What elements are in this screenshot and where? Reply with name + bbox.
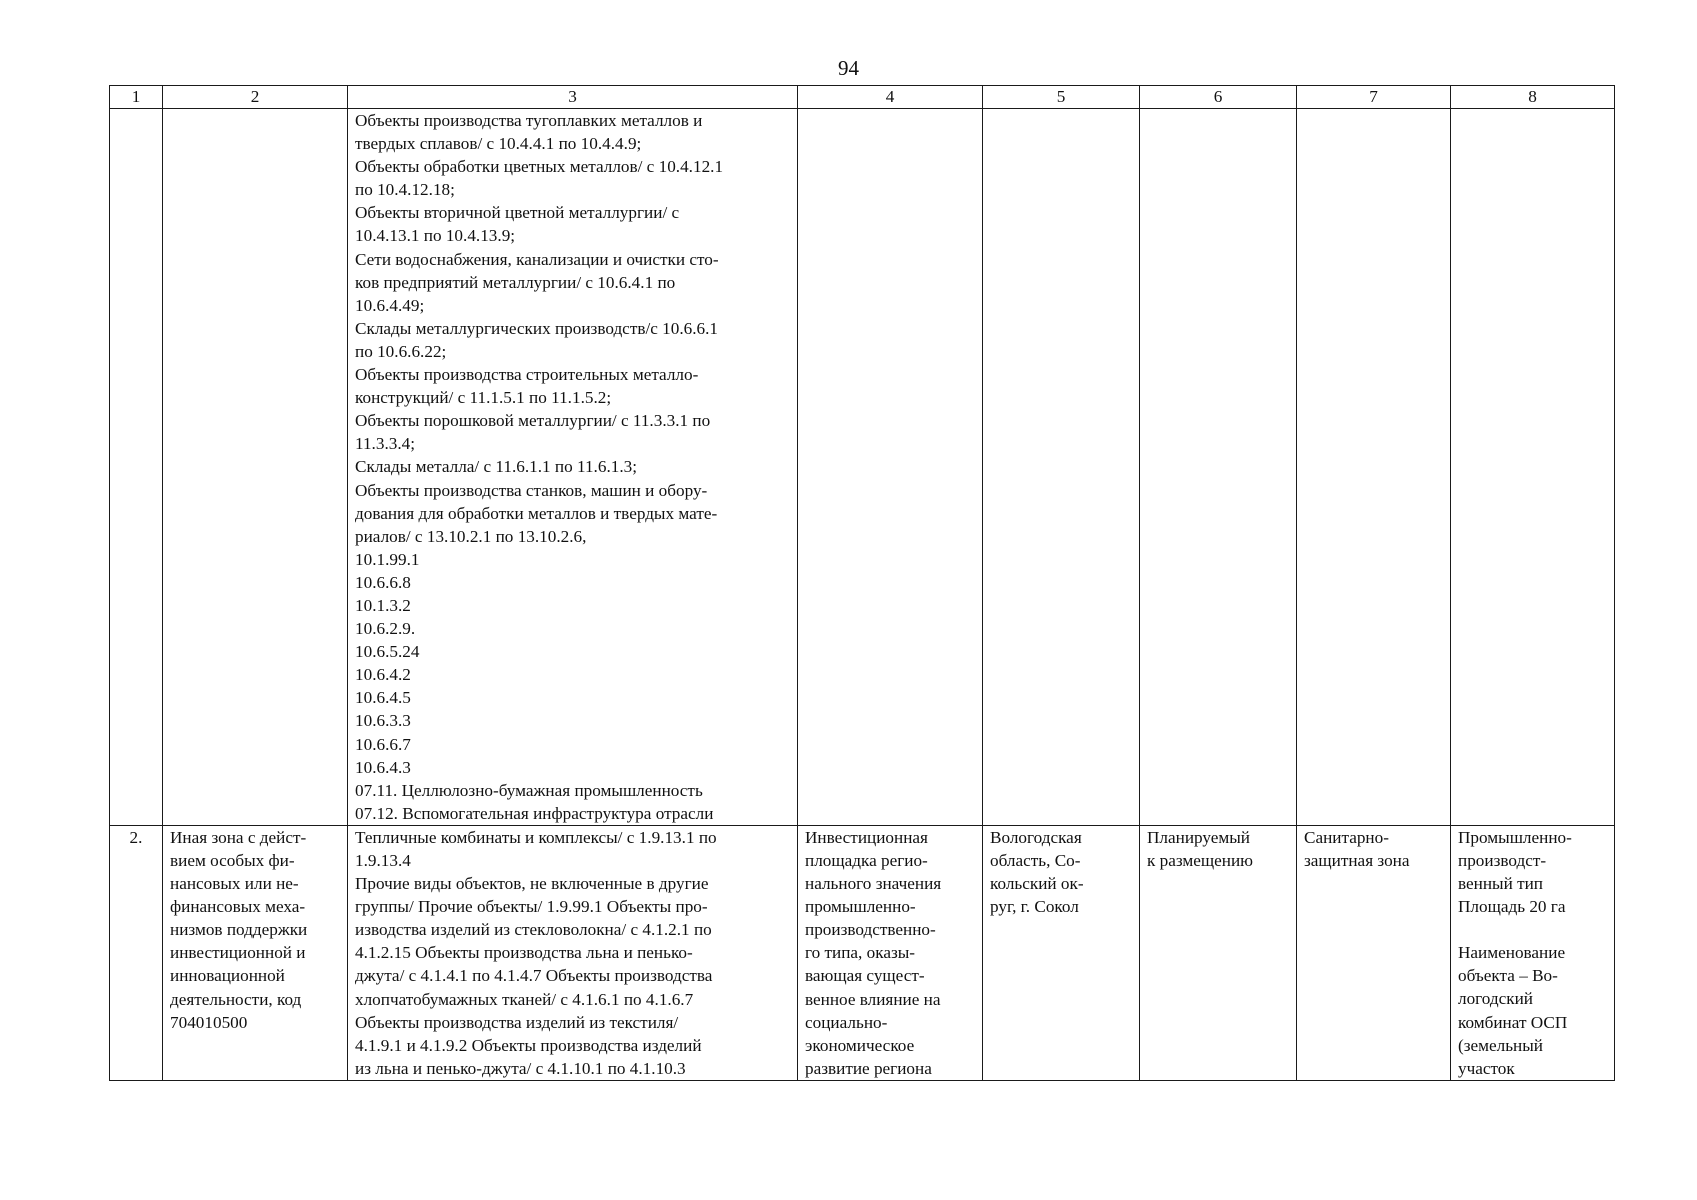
text-line: 10.6.6.8 xyxy=(355,572,411,592)
table-header-row xyxy=(110,86,1615,109)
text-line: Объекты производства тугоплавких металлов и xyxy=(355,111,703,130)
status-cell xyxy=(1140,825,1297,1080)
text-line: 11.3.3.4; xyxy=(355,434,415,454)
text-line: развитие региона xyxy=(805,1058,932,1078)
text-line: 07.11. Целлюлозно-бумажная промышленность xyxy=(355,780,703,800)
text-line: Санитарно- xyxy=(1304,827,1389,847)
text-line: по 10.4.12.18; xyxy=(355,180,455,200)
text-line: 10.1.3.2 xyxy=(355,595,411,615)
row1-col8-cell xyxy=(1451,109,1615,826)
text-line: защитная зона xyxy=(1304,851,1410,870)
text-line: вающая сущест- xyxy=(805,966,925,986)
text-line: Объекты обработки цветных металлов/ с 10.4.12.1 xyxy=(355,157,724,177)
text-line: 4.1.9.1 и 4.1.9.2 Объекты производства изделий xyxy=(355,1035,702,1055)
text-line: инновационной xyxy=(170,966,285,986)
text-line: дования для обработки металлов и твердых мате- xyxy=(355,503,718,523)
characteristics-cell xyxy=(1451,825,1615,1080)
table-row-continuation xyxy=(110,109,1615,826)
text-line: Склады металла/ с 11.6.1.1 по 11.6.1.3; xyxy=(355,457,637,477)
text-line: к размещению xyxy=(1147,851,1254,870)
text-line: Промышленно- xyxy=(1458,827,1572,847)
row1-col7-cell xyxy=(1297,109,1451,826)
text-line: Объекты производства строительных металло- xyxy=(355,365,699,385)
column-header: 7 xyxy=(1297,86,1451,109)
site-description-cell xyxy=(798,825,983,1080)
text-line: нального значения xyxy=(805,874,942,894)
text-line: участок xyxy=(1458,1058,1515,1078)
text-line: Площадь 20 га xyxy=(1458,897,1566,917)
characteristics-group-a xyxy=(1458,826,1607,918)
text-line: производственно- xyxy=(805,920,936,940)
text-line: Склады металлургических производств/с 10.6.6.1 xyxy=(355,318,719,338)
text-line: Объекты производства станков, машин и обору- xyxy=(355,480,708,500)
text-line: Прочие виды объектов, не включенные в другие xyxy=(355,874,709,894)
text-line: площадка регио- xyxy=(805,851,928,870)
text-line: экономическое xyxy=(805,1035,915,1055)
text-line: руг, г. Сокол xyxy=(990,897,1079,917)
column-header: 2 xyxy=(163,86,348,109)
text-line: объекта – Во- xyxy=(1458,966,1558,986)
text-line: 1.9.13.4 xyxy=(355,851,411,870)
text-line: инвестиционной и xyxy=(170,943,306,963)
spacer xyxy=(1458,918,1607,941)
text-line: (земельный xyxy=(1458,1035,1544,1055)
text-line: 10.6.4.49; xyxy=(355,295,425,315)
text-line: 10.1.99.1 xyxy=(355,549,420,569)
text-line: Объекты производства изделий из текстиля/ xyxy=(355,1012,679,1032)
text-line: твердых сплавов/ с 10.4.4.1 по 10.4.4.9; xyxy=(355,134,642,154)
document-table xyxy=(109,85,1615,1081)
location-cell xyxy=(983,825,1140,1080)
text-line: 10.6.6.7 xyxy=(355,734,411,754)
characteristics-group-b xyxy=(1458,941,1607,1080)
column-header: 5 xyxy=(983,86,1140,109)
zone-cell xyxy=(1297,825,1451,1080)
text-line: Иная зона с дейст- xyxy=(170,827,307,847)
row-number-cell: 2. xyxy=(110,825,163,1080)
text-line: деятельности, код xyxy=(170,989,302,1009)
text-line: производст- xyxy=(1458,851,1547,870)
column-header: 4 xyxy=(798,86,983,109)
text-line: 10.6.3.3 xyxy=(355,711,411,731)
row1-col4-cell xyxy=(798,109,983,826)
text-line: финансовых меха- xyxy=(170,897,306,917)
row1-col6-cell xyxy=(1140,109,1297,826)
page-number: 94 xyxy=(838,56,859,80)
text-line: кольский ок- xyxy=(990,874,1084,894)
text-line: риалов/ с 13.10.2.1 по 13.10.2.6, xyxy=(355,526,587,546)
text-line: 07.12. Вспомогательная инфраструктура отрасли xyxy=(355,803,714,823)
text-line: по 10.6.6.22; xyxy=(355,341,447,361)
text-line: Наименование xyxy=(1458,943,1566,963)
text-line: Планируемый xyxy=(1147,827,1250,847)
text-line: социально- xyxy=(805,1012,888,1032)
text-line: 10.4.13.1 по 10.4.13.9; xyxy=(355,226,516,246)
text-line: изводства изделий из стекловолокна/ с 4.1.2.1 по xyxy=(355,920,712,940)
text-line: венное влияние на xyxy=(805,989,941,1009)
column-header: 3 xyxy=(348,86,798,109)
row1-col1-cell xyxy=(110,109,163,826)
row1-col2-cell xyxy=(163,109,348,826)
text-line: Сети водоснабжения, канализации и очистки сто- xyxy=(355,249,719,269)
text-line: область, Со- xyxy=(990,851,1081,870)
row1-col5-cell xyxy=(983,109,1140,826)
column-header: 1 xyxy=(110,86,163,109)
text-line: 10.6.2.9. xyxy=(355,619,416,639)
text-line: Объекты вторичной цветной металлургии/ с xyxy=(355,203,680,223)
text-line: 10.6.4.3 xyxy=(355,757,411,777)
text-line: из льна и пенько-джута/ с 4.1.10.1 по 4.1.10.3 xyxy=(355,1058,686,1078)
text-line: джута/ с 4.1.4.1 по 4.1.4.7 Объекты производства xyxy=(355,966,713,986)
text-line: конструкций/ с 11.1.5.1 по 11.1.5.2; xyxy=(355,388,612,408)
table-row-2 xyxy=(110,825,1615,1080)
text-line: Тепличные комбинаты и комплексы/ с 1.9.13.1 по xyxy=(355,827,717,847)
text-line: логодский xyxy=(1458,989,1534,1009)
text-line: 10.6.4.5 xyxy=(355,688,411,708)
text-line: венный тип xyxy=(1458,874,1543,894)
text-line: промышленно- xyxy=(805,897,916,917)
text-line: группы/ Прочие объекты/ 1.9.99.1 Объекты про- xyxy=(355,897,708,917)
text-line: комбинат ОСП xyxy=(1458,1012,1568,1032)
text-line: Инвестиционная xyxy=(805,827,928,847)
text-line: нансовых или не- xyxy=(170,874,299,894)
text-line: 704010500 xyxy=(170,1012,248,1032)
text-line: ков предприятий металлургии/ с 10.6.4.1 по xyxy=(355,272,676,292)
text-line: Вологодская xyxy=(990,827,1082,847)
text-line: го типа, оказы- xyxy=(805,943,916,963)
text-line: 10.6.5.24 xyxy=(355,642,420,662)
zone-type-cell xyxy=(163,825,348,1080)
text-line: вием особых фи- xyxy=(170,851,295,870)
column-header: 8 xyxy=(1451,86,1615,109)
text-line: хлопчатобумажных тканей/ с 4.1.6.1 по 4.1.6.7 xyxy=(355,989,694,1009)
text-line: Объекты порошковой металлургии/ с 11.3.3.1 по xyxy=(355,411,711,431)
text-line: 4.1.2.15 Объекты производства льна и пенько- xyxy=(355,943,693,963)
text-line: низмов поддержки xyxy=(170,920,308,940)
column-header: 6 xyxy=(1140,86,1297,109)
object-types-cell xyxy=(348,825,798,1080)
row1-col3-cell xyxy=(348,109,798,826)
text-line: 10.6.4.2 xyxy=(355,665,411,685)
